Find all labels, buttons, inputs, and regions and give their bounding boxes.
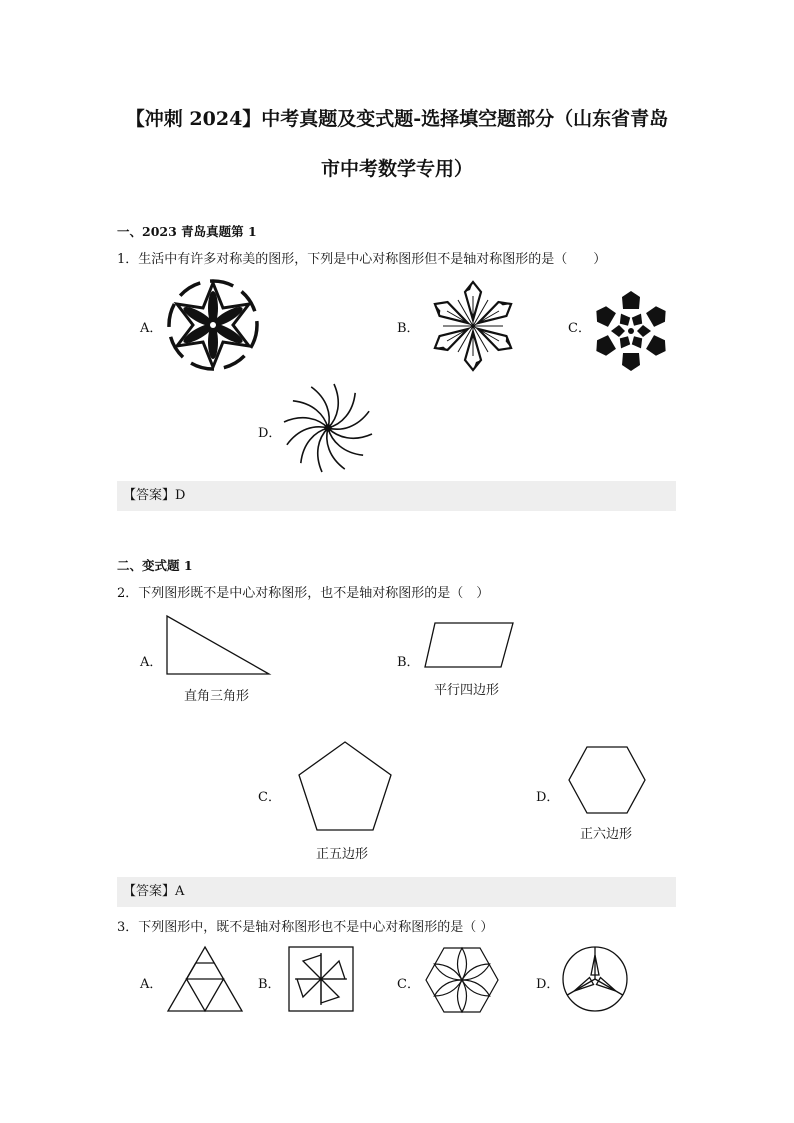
section-heading-1: 一、2023 青岛真题第 1 — [117, 224, 257, 239]
q3-option-b-figure — [287, 945, 355, 1013]
q2-option-c-figure — [296, 740, 394, 834]
title-line-1: 【冲刺 2024】中考真题及变式题-选择填空题部分（山东省青岛 — [125, 108, 669, 130]
question-2-text: 2．下列图形既不是中心对称图形，也不是轴对称图形的是（ ） — [117, 586, 490, 601]
q3-option-c-label: C． — [397, 977, 420, 992]
q1-option-d-label: D． — [258, 426, 282, 441]
title-line-2: 市中考数学专用） — [320, 158, 473, 180]
q1-option-a-figure — [162, 279, 264, 371]
answer-1: 【答案】D — [117, 481, 676, 511]
q3-option-a-label: A． — [140, 977, 163, 992]
q3-option-a-figure — [166, 945, 244, 1013]
q2-option-a-label: A． — [140, 655, 163, 670]
q1-option-d-figure — [282, 382, 374, 474]
q2-option-d-figure — [567, 745, 647, 815]
question-3-text: 3．下列图形中，既不是轴对称图形也不是中心对称图形的是（ ） — [117, 920, 494, 935]
q2-option-b-label: B． — [397, 655, 420, 670]
q1-option-b-figure — [421, 279, 525, 373]
q2-caption-d: 正六边形 — [580, 827, 633, 842]
q3-option-d-label: D． — [536, 977, 560, 992]
q2-option-d-label: D． — [536, 790, 560, 805]
q2-caption-a: 直角三角形 — [184, 689, 250, 704]
question-1-text: 1．生活中有许多对称美的图形，下列是中心对称图形但不是轴对称图形的是（ ） — [117, 252, 607, 267]
q1-option-c-label: C． — [568, 321, 591, 336]
q3-option-b-label: B． — [258, 977, 281, 992]
answer-2: 【答案】A — [117, 877, 676, 907]
section-heading-2: 二、变式题 1 — [117, 558, 193, 573]
q2-option-b-figure — [423, 621, 515, 669]
q1-option-a-label: A． — [140, 321, 163, 336]
q3-option-c-figure — [422, 944, 502, 1016]
q1-option-c-figure — [590, 290, 672, 372]
q2-option-c-label: C． — [258, 790, 281, 805]
q2-caption-b: 平行四边形 — [434, 683, 500, 698]
q3-option-d-figure — [561, 945, 629, 1013]
q2-option-a-figure — [165, 614, 271, 676]
page-title — [100, 94, 694, 194]
q2-caption-c: 正五边形 — [316, 847, 369, 862]
q1-option-b-label: B． — [397, 321, 420, 336]
